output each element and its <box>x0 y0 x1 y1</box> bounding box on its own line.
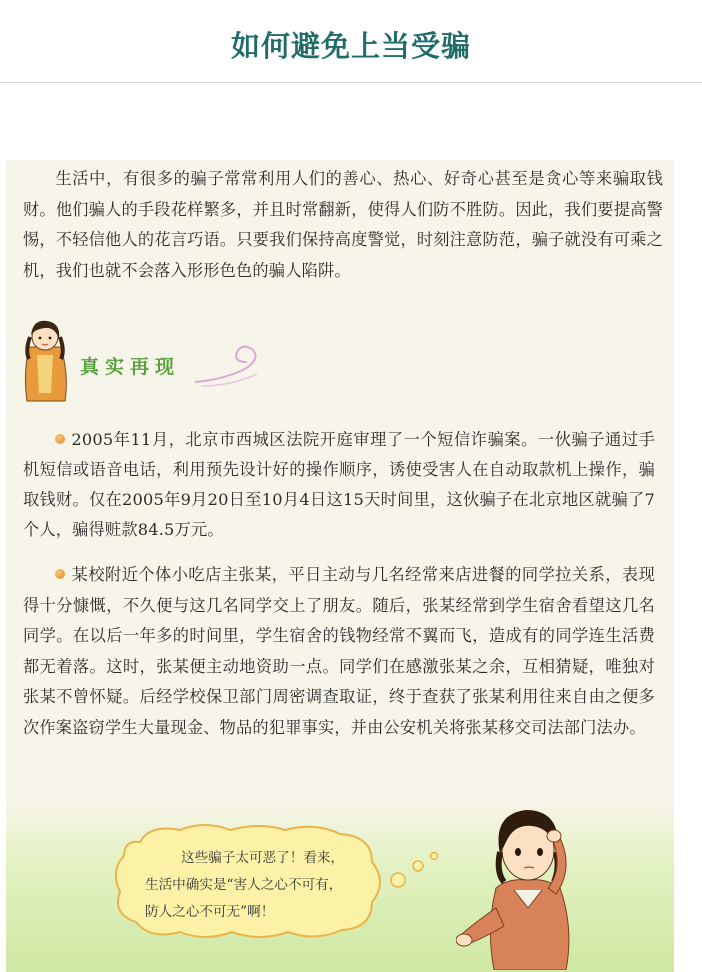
bubble-line-3: 防人之心不可无”啊！ <box>145 904 275 920</box>
case-paragraph-2 <box>23 560 655 744</box>
case-text-1: 2005年11月，北京市西城区法院开庭审理了一个短信诈骗案。一伙骗子通过手机短信或语音电话，利用预先设计好的操作顺序，诱使受害人在自动取款机上操作，骗取钱财。仅在2005年9月20日至10月4日这15天时间里，这伙骗子在北京地区就骗了7个人，骗得赃款84.5万元。 <box>23 430 655 539</box>
bubble-line-2: 生活中确实是“害人之心不可有， <box>145 877 343 893</box>
page-title: 如何避免上当受骗 <box>230 29 471 63</box>
page-header <box>0 0 702 83</box>
thought-dots <box>386 840 466 900</box>
intro-paragraph: 生活中，有很多的骗子常常利用人们的善心、热心、好奇心甚至是贪心等来骗取钱财。他们骗人的手段花样繁多，并且时常翻新，使得人们防不胜防。因此，我们要提高警惕，不轻信他人的花言巧语。只要我们保持高度警觉，时刻注意防范，骗子就没有可乘之机，我们也就不会落入形形色色的骗人陷阱。 <box>23 169 663 280</box>
thinking-girl-illustration <box>456 798 586 970</box>
bubble-text <box>145 845 385 926</box>
case-text-2: 某校附近个体小吃店主张某，平日主动与几名经常来店进餐的同学拉关系，表现得十分慷慨，不久便与这几名同学交上了朋友。随后，张某经常到学生宿舍看望这几名同学。在以后一年多的时间里，学生宿舍的钱物经常不翼而飞，造成有的同学连生活费都无着落。这时，张某便主动地资助一点。同学们在感激张某之余，互相猜疑，唯独对张某不曾怀疑。后经学校保卫部门周密调查取证，终于查获了张某利用往来自由之便多次作案盗窃学生大量现金、物品的犯罪事实，并由公安机关将张某移交司法部门法办。 <box>23 565 655 737</box>
case-paragraph-1 <box>23 425 655 545</box>
textbook-page <box>6 160 674 972</box>
bullet-icon <box>55 569 65 579</box>
section-title: 真实再现 <box>80 356 181 378</box>
bubble-line-1: 这些骗子太可恶了！看来， <box>181 850 345 866</box>
swirl-decoration <box>191 340 271 390</box>
student-girl-illustration <box>15 315 75 405</box>
bullet-icon <box>55 434 65 444</box>
